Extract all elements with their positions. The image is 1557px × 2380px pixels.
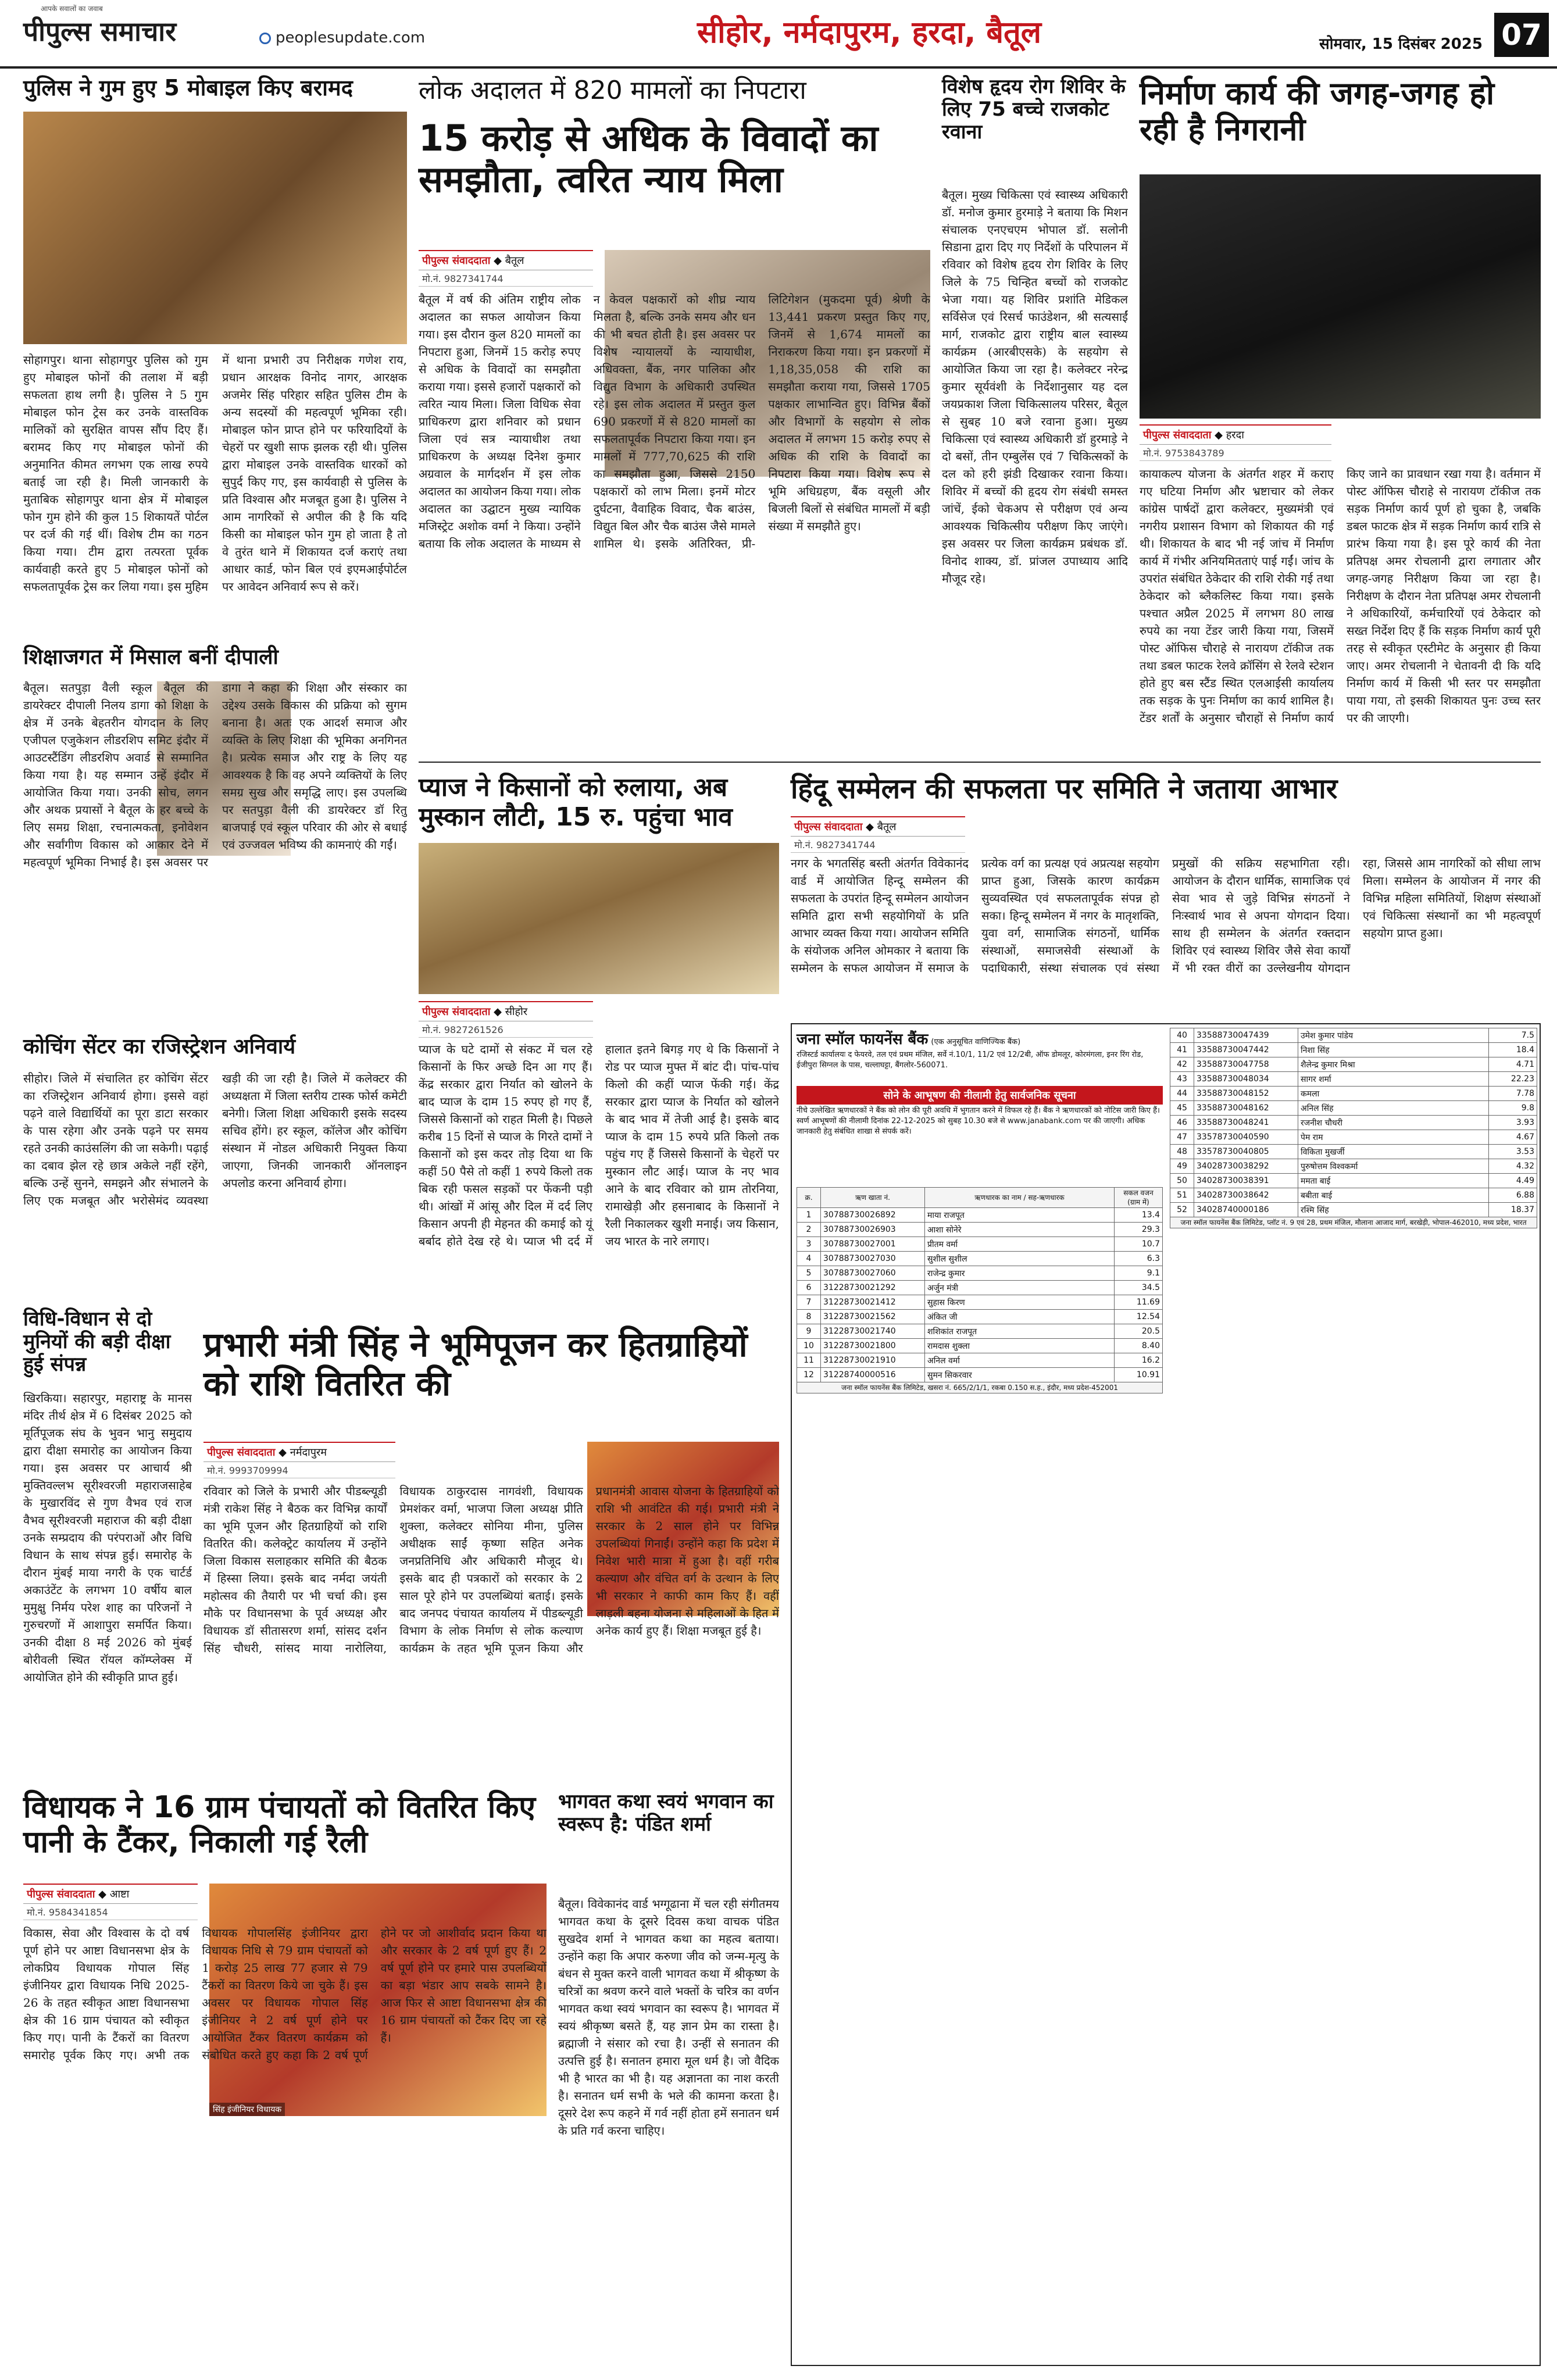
cell-wt: 8.40	[1115, 1339, 1163, 1353]
table-row	[1170, 1203, 1537, 1217]
cell-wt: 18.4	[1489, 1043, 1537, 1057]
table-row	[1170, 1072, 1537, 1087]
headline: विधि-विधान से दो मुनियों की बड़ी दीक्षा हुई संपन्न	[23, 1307, 171, 1377]
cell-wt: 10.91	[1115, 1368, 1163, 1382]
story-body: कायाकल्प योजना के अंतर्गत शहर में कराए गए घटिया निर्माण और भ्रष्टाचार को लेकर कांग्रेस पार्षदों द्वारा कलेक्टर, मुख्यमंत्री एवं नगरीय प्रशासन विभाग को शिकायत की गई थी। शिकायत के बाद भी नई जांच में निर्माण कार्य में गंभीर अनियमितताएं पाई गईं। जांच के उपरांत संबंधित ठेकेदार की राशि रोकी गई तथा ठेकेदार को ब्लैकलिस्ट किया गया। इसके पश्चात अप्रैल 2025 में लगभग 80 लाख रुपये का नया टेंडर जारी किया गया, जिसमें पोस्ट ऑफिस चौराहे से नारायण टॉकीज तक तथा डबल फाटक रेलवे क्रॉसिंग से रेलवे स्टेशन होते हुए बस स्टैंड स्थित एलआईसी कार्यालय तक सड़क के पुनः निर्माण का कार्य शामिल है। टेंडर शर्तों के अनुसार चौराहों से निर्माण कार्य किए जाने का प्रावधान रखा गया है। वर्तमान में पोस्ट ऑफिस चौराहे से नारायण टॉकीज तक सड़क निर्माण कार्य पूर्ण हो चुका है, जबकि डबल फाटक क्षेत्र में सड़क निर्माण कार्य रात्रि से प्रारंभ किया गया है। इस पूरे कार्य की नेता प्रतिपक्ष अमर रोचलानी द्वारा लगातार और जगह-जगह निरीक्षण किया जा रहा है। निरीक्षण के दौरान नेता प्रतिपक्ष अमर रोचलानी ने अधिकारियों, कर्मचारियों एवं ठेकेदार को सख्त निर्देश दिए हैं कि सड़क निर्माण कार्य पूरी तरह से स्वीकृत एस्टीमेट के अनुसार ही किया जाए। अमर रोचलानी ने चेतावनी दी कि यदि निर्माण कार्य में किसी भी स्तर पर समझौता पाया गया, तो इसकी शिकायत पुनः उच्च स्तर पर की जाएगी।	[1140, 467, 1541, 725]
cell-n: 49	[1170, 1159, 1194, 1174]
table-row	[797, 1295, 1163, 1310]
cell-wt: 9.8	[1489, 1101, 1537, 1116]
cell-n: 4	[797, 1252, 821, 1266]
cell-n: 44	[1170, 1087, 1194, 1101]
story-body: खिरकिया। सहारपुर, महाराष्ट्र के मानस मंदिर तीर्थ क्षेत्र में 6 दिसंबर 2025 को मूर्तिपूजक संघ के भुवन भानु समुदाय द्वारा दीक्षा समारोह का आयोजन किया गया। इस अवसर पर आचार्य श्री मुक्तिवल्लभ सूरीश्वरजी महाराजसाहेब के मुखारविंद से गुण वैभव एवं राज वैभव सूरीश्वरजी महाराज की बड़ी दीक्षा उनके सम्प्रदाय की परंपराओं और विधि विधान के साथ संपन्न हुई। समारोह के दौरान मुंबई माया नगरी के एक चार्टर्ड अकाउंटेंट के लगभग 10 वर्षीय बाल मुमुक्षु निर्मय परेश शाह का परिजनों ने गुरुचरणों में आशापुरा समर्पित किया। उनकी दीक्षा 8 मई 2026 को मुंबई बोरीवली स्थित रॉयल कॉम्प्लेक्स में आयोजित होने की स्वीकृति प्राप्त हुई।	[23, 1391, 192, 1684]
cell-n: 2	[797, 1223, 821, 1237]
cell-wt: 18.37	[1489, 1203, 1537, 1217]
cell-acct: 31228730021800	[821, 1339, 925, 1353]
cell-wt: 9.1	[1115, 1266, 1163, 1281]
table-row	[797, 1353, 1163, 1368]
cell-wt: 12.54	[1115, 1310, 1163, 1324]
cell-n: 3	[797, 1237, 821, 1252]
cell-n: 12	[797, 1368, 821, 1382]
table-row	[1170, 1087, 1537, 1101]
mobile-number: मो.नं. 9584341854	[23, 1904, 198, 1920]
table-row	[797, 1368, 1163, 1382]
cell-name: अंकित जी	[925, 1310, 1115, 1324]
cell-acct: 33578730040805	[1194, 1145, 1298, 1159]
rows-left	[797, 1208, 1163, 1382]
cell-wt: 4.32	[1489, 1159, 1537, 1174]
issue-date: सोमवार, 15 दिसंबर 2025	[1319, 35, 1483, 53]
cell-n: 46	[1170, 1116, 1194, 1130]
table-row	[1170, 1145, 1537, 1159]
table-row	[797, 1208, 1163, 1223]
cell-wt: 4.71	[1489, 1057, 1537, 1072]
cell-acct: 33588730048241	[1194, 1116, 1298, 1130]
night-construction-photo	[1140, 174, 1541, 419]
table-row	[797, 1310, 1163, 1324]
byline-source: पीपुल्स संवाददाता	[1143, 429, 1212, 441]
cell-acct: 30788730026903	[821, 1223, 925, 1237]
byline-source: पीपुल्स संवाददाता	[27, 1888, 95, 1900]
col-weight: सकल वजन (ग्राम में)	[1115, 1188, 1163, 1208]
headline: पुलिस ने गुम हुए 5 मोबाइल किए बरामद	[23, 75, 353, 101]
cell-n: 47	[1170, 1130, 1194, 1145]
cell-wt: 6.3	[1115, 1252, 1163, 1266]
coaching-story	[23, 1035, 407, 1291]
cell-wt: 7.5	[1489, 1028, 1537, 1043]
story-body: बैतूल। विवेकानंद वार्ड भग्गूढाना में चल रही संगीतमय भागवत कथा के दूसरे दिवस कथा वाचक पंडित सुखदेव शर्मा ने भागवत कथा का महत्व बताया। उन्होंने कहा कि अपार करुणा जीव को जन्म-मृत्यु के बंधन से मुक्त करने वाली भागवत कथा में श्रीकृष्ण के चरित्रों का श्रवण करने वाले भक्तों के चरित्र का वर्णन भागवत कथा स्वयं भगवान का स्वरूप है। भागवत में स्वयं श्रीकृष्ण बसते हैं, यह ज्ञान प्रेम का रास्ता है। ब्रह्माजी ने संसार को रचा है। उन्हीं से सनातन की उत्पत्ति हुई है। सनातन हमारा मूल धर्म है। जो वैदिक भी है भारत का भी है। यह अज्ञानता का नाश करती है। सनातन धर्म सभी के भले की कामना करता है। दूसरे देश रूप कहने में गर्व नहीं होता हमें सनातन धर्म के प्रति गर्व करना चाहिए।	[558, 1897, 779, 2138]
cell-n: 7	[797, 1295, 821, 1310]
bank-auction-ad	[791, 1023, 1541, 2366]
table-row	[797, 1252, 1163, 1266]
story-body: बैतूल में वर्ष की अंतिम राष्ट्रीय लोक अदालत का सफल आयोजन किया गया। इस दौरान कुल 820 मामलों का निपटारा हुआ, जिनमें 15 करोड़ रुपए से अधिक के विवादों का समझौता कराया गया। इससे हजारों पक्षकारों को त्वरित न्याय मिला। जिला विधिक सेवा प्राधिकरण द्वारा शनिवार को प्रधान जिला एवं सत्र न्यायाधीश तथा प्राधिकरण के अध्यक्ष दिनेश कुमार अग्रवाल के मार्गदर्शन में इस लोक अदालत का आयोजन किया गया। लोक अदालत का उद्घाटन मुख्य न्यायिक मजिस्ट्रेट अशोक वर्मा ने किया। उन्होंने बताया कि लोक अदालत के माध्यम से न केवल पक्षकारों को शीघ्र न्याय मिलता है, बल्कि उनके समय और धन की भी बचत होती है। इस अवसर पर विशेष न्यायालयों के न्यायाधीश, अधिवक्ता, बैंक, नगर पालिका और विद्युत विभाग के अधिकारी उपस्थित रहे। इस लोक अदालत में प्रस्तुत कुल 690 प्रकरणों में से 820 मामलों का सफलतापूर्वक निपटारा किया गया। इन मामलों में 777,70,625 की राशि का समझौता हुआ, जिससे 2150 पक्षकारों को लाभ मिला। इनमें मोटर दुर्घटना, वैवाहिक विवाद, चैक बाउंस, विद्युत बिल और चैक बाउंस जैसे मामले शामिल थे। इसके अतिरिक्त, प्री-लिटिगेशन (मुकदमा पूर्व) श्रेणी के 13,441 प्रकरण प्रस्तुत किए गए, जिनमें से 1,674 मामलों का निराकरण किया गया। इन प्रकरणों में 1,18,35,058 की राशि का समझौता कराया गया, जिससे 1705 पक्षकार लाभान्वित हुए। विभिन्न बैंकों और विभागों के सहयोग से लोक अदालत में लगभग 15 करोड़ रुपए से अधिक की राशि के विवादों का निपटारा किया गया। विशेष रूप से भूमि अधिग्रहण, बैंक वसूली और बिजली बिलों से संबंधित मामलों में बड़ी संख्या में समझौते हुए।	[419, 292, 930, 551]
byline-place: नर्मदापुरम	[290, 1446, 327, 1459]
byline-source: पीपुल्स संवाददाता	[422, 255, 491, 267]
byline: पीपुल्स संवाददाता ◆ हरदा	[1140, 424, 1331, 445]
cell-name: सुहास किरण	[925, 1295, 1115, 1310]
table-row	[797, 1339, 1163, 1353]
headline: कोचिंग सेंटर का रजिस्ट्रेशन अनिवार्य	[23, 1035, 296, 1059]
section-title: सीहोर, नर्मदापुरम, हरदा, बैतूल	[697, 15, 1042, 50]
col-account: ऋण खाता नं.	[821, 1188, 925, 1208]
table-row	[797, 1223, 1163, 1237]
table-header	[797, 1188, 1163, 1208]
col-name: ऋणधारक का नाम / सह-ऋणधारक	[925, 1188, 1115, 1208]
cell-wt: 6.88	[1489, 1188, 1537, 1203]
notice-body: नीचे उल्लेखित ऋणधारकों ने बैंक को लोन की पूरी अवधि में भुगतान करने में विफल रहे हैं। बैंक ने ऋणधारकों को नोटिस जारी किए हैं। स्वर्ण आभूषणों की नीलामी दिनांक 22-12-2025 को सुबह 10.30 बजे से www.janabank.com पर की जाएगी। अधिक जानकारी हेतु संबंधित शाखा से संपर्क करें।	[797, 1106, 1160, 1136]
farmers-rally-photo	[419, 843, 779, 994]
byline: पीपुल्स संवाददाता ◆ नर्मदापुरम	[203, 1442, 395, 1462]
cell-name: कमला	[1298, 1087, 1489, 1101]
cell-name: निशा सिंह	[1298, 1043, 1489, 1057]
cell-name: अर्जुन मंत्री	[925, 1281, 1115, 1295]
cell-acct: 33588730047442	[1194, 1043, 1298, 1057]
table-row	[1170, 1159, 1537, 1174]
byline-place: बैतूल	[505, 255, 524, 267]
cell-name: सुशील सुशील	[925, 1252, 1115, 1266]
cell-acct: 33578730040590	[1194, 1130, 1298, 1145]
story-body: बैतूल। मुख्य चिकित्सा एवं स्वास्थ्य अधिकारी डॉ. मनोज कुमार हुरमाड़े ने बताया कि मिशन संचालक एनएचएम भोपाल डॉ. सलोनी सिडाना द्वारा दिए गए निर्देशों के परिपालन में रविवार को विशेष हृदय रोग शिविर के लिए जिले के 75 चिन्हित बच्चों को राजकोट भेजा गया। यह शिविर प्रशांति मेडिकल सर्विसेज एवं रिसर्च फाउंडेशन, श्री सत्यसाईं मार्ग, राजकोट द्वारा राष्ट्रीय बाल स्वास्थ्य कार्यक्रम (आरबीएसके) के सहयोग से आयोजित किया जा रहा है। कलेक्टर नरेन्द्र कुमार सूर्यवंशी के निर्देशानुसार यह दल जयप्रकाश जिला चिकित्सालय परिसर, बैतूल से सुबह 10 बजे रवाना हुआ। मुख्य चिकित्सा एवं स्वास्थ्य अधिकारी डॉ हुरमाड़े ने दो बसों, तीन एम्बुलेंस एवं 7 चिकित्सकों के दल को हरी झंडी दिखाकर रवाना किया। शिविर में बच्चों की हृदय रोग संबंधी समस्त जांचें, ईको चेकअप से परीक्षण एवं अन्य आवश्यक चिकित्सीय परीक्षण किए जाएंगे। इस अवसर पर जिला कार्यक्रम प्रबंधक डॉ. विनोद शाक्य, डॉ. प्रांजल उपाध्याय आदि मौजूद रहे।	[942, 188, 1128, 585]
byline-place: हरदा	[1226, 429, 1244, 441]
cell-name: पुरुषोत्तम विश्वकर्मा	[1298, 1159, 1489, 1174]
byline: पीपुल्स संवाददाता ◆ सीहोर	[419, 1001, 593, 1021]
cell-acct: 34028730038292	[1194, 1159, 1298, 1174]
page-number: 07	[1494, 13, 1549, 57]
cell-name: रजनीश चौधरी	[1298, 1116, 1489, 1130]
cell-name: माया राजपूत	[925, 1208, 1115, 1223]
cell-acct: 33588730048162	[1194, 1101, 1298, 1116]
registered-office: रजिस्टर्ड कार्यालयः द फेयरवे, तल एवं प्रथम मंजिल, सर्वे नं.10/1, 11/2 एवं 12/2बी, ऑफ डोमलूर, कोरमंगला, इनर रिंग रोड, ईजीपुरा सिग्नल के पास, चल्लाघट्टा, बैंगलोर-560071.	[797, 1050, 1144, 1070]
cell-acct: 34028730038391	[1194, 1174, 1298, 1188]
mobile-number: मो.नं. 9827341744	[791, 837, 965, 853]
cell-name: सुमन सिकरवार	[925, 1368, 1115, 1382]
hindu-sammelan-story	[791, 773, 1541, 1012]
cell-acct: 30788730027030	[821, 1252, 925, 1266]
cell-n: 5	[797, 1266, 821, 1281]
table-row	[1170, 1101, 1537, 1116]
cell-n: 41	[1170, 1043, 1194, 1057]
cell-name: पेम राम	[1298, 1130, 1489, 1145]
cell-n: 43	[1170, 1072, 1194, 1087]
cell-n: 8	[797, 1310, 821, 1324]
cell-n: 52	[1170, 1203, 1194, 1217]
cell-name: प्रीतम वर्मा	[925, 1237, 1115, 1252]
cell-name: उमेश कुमार पांडेय	[1298, 1028, 1489, 1043]
story-body: विकास, सेवा और विश्वास के दो वर्ष पूर्ण होने पर आष्टा विधानसभा क्षेत्र के लोकप्रिय विधायक गोपाल सिंह इंजीनियर द्वारा विधायक निधि 2025-26 के तहत स्वीकृत आष्टा विधानसभा क्षेत्र की 16 ग्राम पंचायत को स्वीकृत किए गए। पानी के टैंकरों का वितरण समारोह पूर्वक किए गए। अभी तक विधायक गोपालसिंह इंजीनियर द्वारा विधायक निधि से 79 ग्राम पंचायतों को 1 करोड़ 25 लाख 77 हजार से 79 टैंकरों का वितरण किये जा चुके हैं। इस अवसर पर विधायक गोपाल सिंह इंजीनियर ने 2 वर्ष पूर्ण होने पर आयोजित टैंकर वितरण कार्यक्रम को संबोधित करते हुए कहा कि 2 वर्ष पूर्ण होने पर जो आशीर्वाद प्रदान किया था और सरकार के 2 वर्ष पूर्ण हुए हैं। 2 वर्ष पूर्ण होने पर हमारे पास उपलब्धियों का बड़ा भंडार आप सबके सामने है। आज फिर से आष्टा विधानसभा क्षेत्र की 16 ग्राम पंचायतों को टैंकर दिए जा रहे हैं।	[23, 1926, 547, 2062]
byline: पीपुल्स संवाददाता ◆ आष्टा	[23, 1884, 198, 1904]
right-table	[1170, 1028, 1537, 1228]
cell-wt: 4.49	[1489, 1174, 1537, 1188]
notice-title: सोने के आभूषण की नीलामी हेतु सार्वजनिक सूचना	[797, 1086, 1163, 1105]
story-body: बैतूल। सतपुड़ा वैली स्कूल बैतूल की डायरेक्टर दीपाली निलय डागा को शिक्षा के क्षेत्र में उनके बेहतरीन योगदान के लिए एजीपल एजुकेशन लीडरशिप समिट इंदौर में आउटस्टैंडिंग लीडरशिप अवार्ड से सम्मानित किया गया है। यह सम्मान उन्हें इंदौर में आयोजित किया गया। उनकी सोच, लगन और अथक प्रयासों ने बैतूल के हर बच्चे के लिए समग्र शिक्षा, रचनात्मकता, इनोवेशन और सर्वांगीण विकास को आकार देने में महत्वपूर्ण भूमिका निभाई है। इस अवसर पर डागा ने कहा की शिक्षा और संस्कार का उद्देश्य उसके विकास की प्रक्रिया को सुगम बनाना है। अतः एक आदर्श समाज और व्यक्ति के लिए शिक्षा की भूमिका अनगिनत है। प्रत्येक समाज और राष्ट्र के लिए यह आवश्यक है कि वह अपने व्यक्तियों के लिए समग्र सुख और समृद्धि लाए। इस उपलब्धि पर सतपुड़ा वैली की डायरेक्टर डॉ रितु बाजपाई एवं स्कूल परिवार की ओर से बधाई एवं उज्जवल भविष्य की कामनाएं की गईं।	[23, 681, 407, 869]
rows-right	[1170, 1028, 1537, 1217]
loan-table-right	[1170, 1028, 1537, 1228]
heart-camp-story	[942, 76, 1128, 756]
headline: 15 करोड़ से अधिक के विवादों का समझौता, त्वरित न्याय मिला	[419, 117, 879, 201]
bhoomipujan-story	[203, 1325, 779, 1779]
story-body: सीहोर। जिले में संचालित हर कोचिंग सेंटर का रजिस्ट्रेशन अनिवार्य होगा। इससे वहां पढ़ने वाले विद्यार्थियों का पूरा डाटा सरकार के पास रहेगा और उनके पढ़ने पर समय रहते उनकी काउंसलिंग की जा सकेगी। पढ़ाई का दबाव झेल रहे छात्र अकेले नहीं रहेंगे, बल्कि उन्हें सुनने, समझने और संभालने के लिए एक मजबूत और भरोसेमंद व्यवस्था खड़ी की जा रही है। जिले में कलेक्टर की अध्यक्षता में जिला स्तरीय टास्क फोर्स कमेटी बनेगी। जिला शिक्षा अधिकारी इसके सदस्य सचिव होंगे। हर स्कूल, कॉलेज और कोचिंग संस्थान में नोडल अधिकारी नियुक्त किया जाएगा, जिनकी जानकारी ऑनलाइन अपलोड करना अनिवार्य होगा।	[23, 1071, 407, 1207]
loan-table-left	[797, 1187, 1163, 1393]
headline: हिंदू सम्मेलन की सफलता पर समिति ने जताया आभार	[791, 773, 1338, 805]
education-story	[23, 645, 407, 1017]
cell-name: शशिकांत राजपूत	[925, 1324, 1115, 1339]
headline: विधायक ने 16 ग्राम पंचायतों को वितरित किए पानी के टैंकर, निकाली गई रैली	[23, 1790, 536, 1860]
cell-wt: 10.7	[1115, 1237, 1163, 1252]
branch-address: जना स्मॉल फायनेंस बैंक लिमिटेड, खसरा नं. 665/2/1/1, रकबा 0.150 स.ह., इंदौर, मध्य प्रदेश-452001	[797, 1382, 1163, 1393]
cell-acct: 34028740000186	[1194, 1203, 1298, 1217]
bhagwat-story	[558, 1791, 779, 2366]
construction-story	[1140, 76, 1541, 756]
police-photo	[23, 112, 407, 344]
left-table	[797, 1187, 1163, 1393]
story-body: नगर के भगतसिंह बस्ती अंतर्गत विवेकानंद वार्ड में आयोजित हिन्दू सम्मेलन की सफलता के उपरांत हिन्दू सम्मेलन आयोजन समिति द्वारा सभी सहयोगियों के प्रति आभार व्यक्त किया गया। आयोजन समिति के संयोजक अनिल ओमकार ने बताया कि सम्मेलन के सफल आयोजन में समाज के प्रत्येक वर्ग का प्रत्यक्ष एवं अप्रत्यक्ष सहयोग प्राप्त हुआ, जिसके कारण कार्यक्रम सुव्यवस्थित एवं सफलतापूर्वक संपन्न हो सका। हिन्दू सम्मेलन में नगर के मातृशक्ति, युवा वर्ग, सामाजिक संगठनों, धार्मिक संस्थाओं, समाजसेवी संस्थाओं के पदाधिकारी, संस्था संचालक एवं संस्था प्रमुखों की सक्रिय सहभागिता रही। आयोजन के दौरान धार्मिक, सामाजिक एवं सेवा भाव से जुड़े विभिन्न संगठनों ने निःस्वार्थ भाव से अपना योगदान दिया। साथ ही सम्मेलन के अंतर्गत रक्तदान शिविर एवं स्वास्थ्य शिविर जैसे सेवा कार्यों में भी रक्त वीरों का उल्लेखनीय योगदान रहा, जिससे आम नागरिकों को सीधा लाभ मिला। सम्मेलन के आयोजन में नगर की विभिन्न महिला समितियों, शिक्षण संस्थाओं एवं चिकित्सा संस्थानों का भी महत्वपूर्ण सहयोग प्राप्त हुआ।	[791, 856, 1541, 975]
cell-n: 50	[1170, 1174, 1194, 1188]
cell-name: राजेन्द्र कुमार	[925, 1266, 1115, 1281]
headline: प्रभारी मंत्री सिंह ने भूमिपूजन कर हितग्राहियों को राशि वितरित की	[203, 1325, 748, 1403]
cell-wt: 22.23	[1489, 1072, 1537, 1087]
headline: शिक्षाजगत में मिसाल बनीं दीपाली	[23, 645, 278, 669]
cell-n: 45	[1170, 1101, 1194, 1116]
cell-name: रामदास शुक्ला	[925, 1339, 1115, 1353]
byline-place: सीहोर	[505, 1006, 528, 1018]
website[interactable]: peoplesupdate.com	[276, 29, 426, 47]
byline-source: पीपुल्स संवाददाता	[794, 821, 863, 833]
globe-icon	[259, 33, 271, 44]
cell-wt: 3.93	[1489, 1116, 1537, 1130]
table-row	[797, 1281, 1163, 1295]
cell-name: अनिल सिंह	[1298, 1101, 1489, 1116]
cell-name: सागर शर्मा	[1298, 1072, 1489, 1087]
table-row	[1170, 1043, 1537, 1057]
cell-wt: 34.5	[1115, 1281, 1163, 1295]
table-row	[797, 1237, 1163, 1252]
mobile-recovery-story	[23, 76, 407, 685]
cell-n: 6	[797, 1281, 821, 1295]
byline-place: आष्टा	[109, 1888, 130, 1900]
cell-acct: 34028730038642	[1194, 1188, 1298, 1203]
byline-source: पीपुल्स संवाददाता	[207, 1446, 276, 1459]
table-row	[1170, 1028, 1537, 1043]
headline: विशेष हृदय रोग शिविर के लिए 75 बच्चे राजकोट रवाना	[942, 75, 1126, 144]
table-row	[1170, 1130, 1537, 1145]
cell-acct: 33588730047439	[1194, 1028, 1298, 1043]
story-body: सोहागपुर। थाना सोहागपुर पुलिस को गुम हुए मोबाइल फोनों की तलाश में बड़ी सफलता हाथ लगी है। पुलिस ने 5 गुम मोबाइल फोन ट्रेस कर उनके वास्तविक मालिकों को सुरक्षित वापस सौंप दिए हैं। बरामद किए गए मोबाइल फोनों की अनुमानित कीमत लगभग एक लाख रुपये बताई जा रही है। मिली जानकारी के मुताबिक सोहागपुर थाना क्षेत्र में मोबाइल फोन गुम होने की कुल 15 शिकायतें पोर्टल पर दर्ज की गई थीं। विशेष टीम का गठन किया गया। टीम द्वारा तत्परता पूर्वक कार्यवाही करते हुए 5 मोबाइल फोनों को सफलतापूर्वक ट्रेस कर लिया गया। इस मुहिम में थाना प्रभारी उप निरीक्षक गणेश राय, प्रधान आरक्षक विनोद नागर, आरक्षक अजमेर सिंह परिहार सहित पुलिस टीम के अन्य सदस्यों की महत्वपूर्ण भूमिका रही। मोबाइल फोन प्राप्त होने पर फरियादियों के चेहरों पर खुशी साफ झलक रही थी। पुलिस द्वारा मोबाइल उनके वास्तविक धारकों को सुपुर्द किए गए, इस कार्यवाही से पुलिस के प्रति विश्वास और मजबूत हुआ है। पुलिस ने आम नागरिकों से अपील की है कि यदि किसी का मोबाइल फोन गुम हो जाता है तो वे तुरंत थाने में शिकायत दर्ज कराएं तथा आधार कार्ड, फोन बिल एवं इएमआईपोर्टल पर आवेदन अनिवार्य रूप से करें।	[23, 353, 407, 594]
table-row	[1170, 1174, 1537, 1188]
cell-acct: 31228730021740	[821, 1324, 925, 1339]
table-row	[1170, 1116, 1537, 1130]
cell-n: 11	[797, 1353, 821, 1368]
cell-acct: 30788730027001	[821, 1237, 925, 1252]
cell-n: 10	[797, 1339, 821, 1353]
mobile-number: मो.नं. 9827341744	[419, 271, 593, 287]
cell-n: 42	[1170, 1057, 1194, 1072]
cell-name: शैलेन्द्र कुमार मिश्रा	[1298, 1057, 1489, 1072]
headline: भागवत कथा स्वयं भगवान का स्वरूप है: पंडित शर्मा	[558, 1790, 774, 1836]
cell-n: 48	[1170, 1145, 1194, 1159]
table-row	[1170, 1188, 1537, 1203]
onion-story	[419, 773, 779, 1320]
cell-acct: 31228730021412	[821, 1295, 925, 1310]
byline: पीपुल्स संवाददाता ◆ बैतूल	[791, 816, 965, 837]
cell-wt: 3.53	[1489, 1145, 1537, 1159]
cell-acct: 31228730021562	[821, 1310, 925, 1324]
cell-name: रश्मि सिंह	[1298, 1203, 1489, 1217]
table-row	[797, 1266, 1163, 1281]
kicker: लोक अदालत में 820 मामलों का निपटारा	[419, 76, 806, 105]
lok-adalat-story	[419, 76, 930, 756]
cell-wt: 13.4	[1115, 1208, 1163, 1223]
branch-row	[797, 1382, 1163, 1393]
headline: प्याज ने किसानों को रुलाया, अब मुस्कान लौटी, 15 रु. पहुंचा भाव	[419, 773, 733, 832]
cell-n: 40	[1170, 1028, 1194, 1043]
cell-n: 9	[797, 1324, 821, 1339]
masthead	[0, 0, 1557, 65]
cell-wt: 29.3	[1115, 1223, 1163, 1237]
bank-name: जना स्मॉल फायनेंस बैंक	[797, 1031, 929, 1048]
story-body: प्याज के घटे दामों से संकट में चल रहे किसानों के फिर अच्छे दिन आ गए हैं। केंद्र सरकार द्वारा निर्यात को खोलने के बाद प्याज के दाम 15 रुपए हो गए हैं, जिससे किसानों को राहत मिली है। पिछले करीब 15 दिनों से प्याज के गिरते दामों ने किसानों को इस कदर तोड़ दिया था कि कहीं 50 पैसे तो कहीं 1 रुपये किलो तक बिक रही फसल सड़कों पर फेंकनी पड़ी थी। आंखों में आंसू और दिल में दर्द लिए किसान अपनी ही मेहनत की कमाई को यूं बर्बाद होते देख रहे थे। प्याज भी दर्द में हालात इतने बिगड़ गए थे कि किसानों ने रोड पर प्याज मुफ्त में बांट दी। पांच-पांच किलो की कहीं प्याज फेंकी गई। केंद्र सरकार द्वारा प्याज के निर्यात को खोलने के बाद भाव में तेजी आई है। इसके बाद प्याज के दाम 15 रुपये प्रति किलो तक पहुंच गए हैं जिससे किसानों के चेहरों पर मुस्कान लौट आई। प्याज के नए भाव आने के बाद रविवार को ग्राम तोरनिया, रामाखेड़ी और हसनाबाद के किसानों ने रैली निकालकर खुशी मनाई। जय किसान, जय भारत के नारे लगाए।	[419, 1042, 779, 1248]
story-body: रविवार को जिले के प्रभारी और पीडब्ल्यूडी मंत्री राकेश सिंह ने बैठक कर विभिन्न कार्यों का भूमि पूजन और हितग्राहियों को राशि वितरित की। कलेक्ट्रेट कार्यालय में उन्होंने जिला विकास सलाहकार समिति की बैठक में हिस्सा लिया। इसके बाद नर्मदा जयंती महोत्सव की तैयारी पर भी चर्चा की। इस मौके पर विधानसभा के पूर्व अध्यक्ष और विधायक डॉ सीतासरण शर्मा, सांसद दर्शन सिंह चौधरी, सांसद माया नारोलिया, विधायक ठाकुरदास नागवंशी, विधायक प्रेमशंकर वर्मा, भाजपा जिला अध्यक्ष प्रीति शुक्ला, कलेक्टर सोनिया मीना, पुलिस अधीक्षक साईं कृष्णा सहित अनेक जनप्रतिनिधि और अधिकारी मौजूद थे। इसके बाद ही पत्रकारों को सरकार के 2 साल पूरे होने पर उपलब्धियां बताई। इसके बाद जनपद पंचायत कार्यालय में पीडब्ल्यूडी विभाग के लोक निर्माण से लोक कल्याण कार्यक्रम के तहत भूमि पूजन किया और प्रधानमंत्री आवास योजना के हितग्राहियों को राशि भी आवंटित की गई। प्रभारी मंत्री ने सरकार के 2 साल होने पर विभिन्न उपलब्धियां गिनाईं। उन्होंने कहा कि प्रदेश में निवेश भारी मात्रा में हुआ है। वहीं गरीब कल्याण और वंचित वर्ग के उत्थान के लिए भी सरकार ने काफी काम किए हैं। वहीं लाड़ली बहना योजना से महिलाओं के हित में अनेक कार्य हुए हैं। शिक्षा मजबूत हुई है।	[203, 1484, 779, 1655]
photo-caption: सिंह इंजीनियर विधायक	[209, 2103, 285, 2116]
byline-place: बैतूल	[877, 821, 897, 833]
cell-name: अनिल वर्मा	[925, 1353, 1115, 1368]
table-row	[1170, 1057, 1537, 1072]
cell-acct: 33588730048152	[1194, 1087, 1298, 1101]
cell-acct: 30788730027060	[821, 1266, 925, 1281]
col-no: क्र.	[797, 1188, 821, 1208]
cell-wt: 11.69	[1115, 1295, 1163, 1310]
mobile-number: मो.नं. 9753843789	[1140, 445, 1331, 461]
cell-wt: 20.5	[1115, 1324, 1163, 1339]
table-row	[797, 1324, 1163, 1339]
headline: निर्माण कार्य की जगह-जगह हो रही है निगरानी	[1140, 75, 1495, 148]
cell-n: 51	[1170, 1188, 1194, 1203]
masthead-logo: पीपुल्स समाचार	[23, 16, 177, 47]
cell-acct: 31228730021910	[821, 1353, 925, 1368]
mobile-number: मो.नं. 9993709994	[203, 1463, 395, 1478]
cell-name: बबीता बाई	[1298, 1188, 1489, 1203]
cell-acct: 31228740000516	[821, 1368, 925, 1382]
byline-source: पीपुल्स संवाददाता	[422, 1006, 491, 1018]
cell-name: ममता बाई	[1298, 1174, 1489, 1188]
cell-acct: 33588730047758	[1194, 1057, 1298, 1072]
cell-wt: 7.78	[1489, 1087, 1537, 1101]
cell-name: विकिता मुखर्जी	[1298, 1145, 1489, 1159]
bank-note: (एक अनुसूचित वाणिज्यिक बैंक)	[931, 1038, 1021, 1046]
cell-wt: 16.2	[1115, 1353, 1163, 1368]
cell-wt: 4.67	[1489, 1130, 1537, 1145]
branch-row	[1170, 1217, 1537, 1228]
cell-name: आशा सोनेरे	[925, 1223, 1115, 1237]
byline: पीपुल्स संवाददाता ◆ बैतूल	[419, 250, 593, 270]
cell-acct: 31228730021292	[821, 1281, 925, 1295]
cell-n: 1	[797, 1208, 821, 1223]
diksha-story	[23, 1308, 192, 1779]
cell-acct: 33588730048034	[1194, 1072, 1298, 1087]
cell-acct: 30788730026892	[821, 1208, 925, 1223]
masthead-tagline: आपके सवालों का जवाब	[41, 5, 103, 13]
branch-address: जना स्मॉल फायनेंस बैंक लिमिटेड, प्लॉट नं. 9 एवं 28, प्रथम मंजिल, मौलाना आजाद मार्ग, बरखेड़ी, भोपाल-462010, मध्य प्रदेश, भारत	[1170, 1217, 1537, 1228]
water-tankers-story	[23, 1791, 547, 2366]
mobile-number: मो.नं. 9827261526	[419, 1022, 593, 1038]
